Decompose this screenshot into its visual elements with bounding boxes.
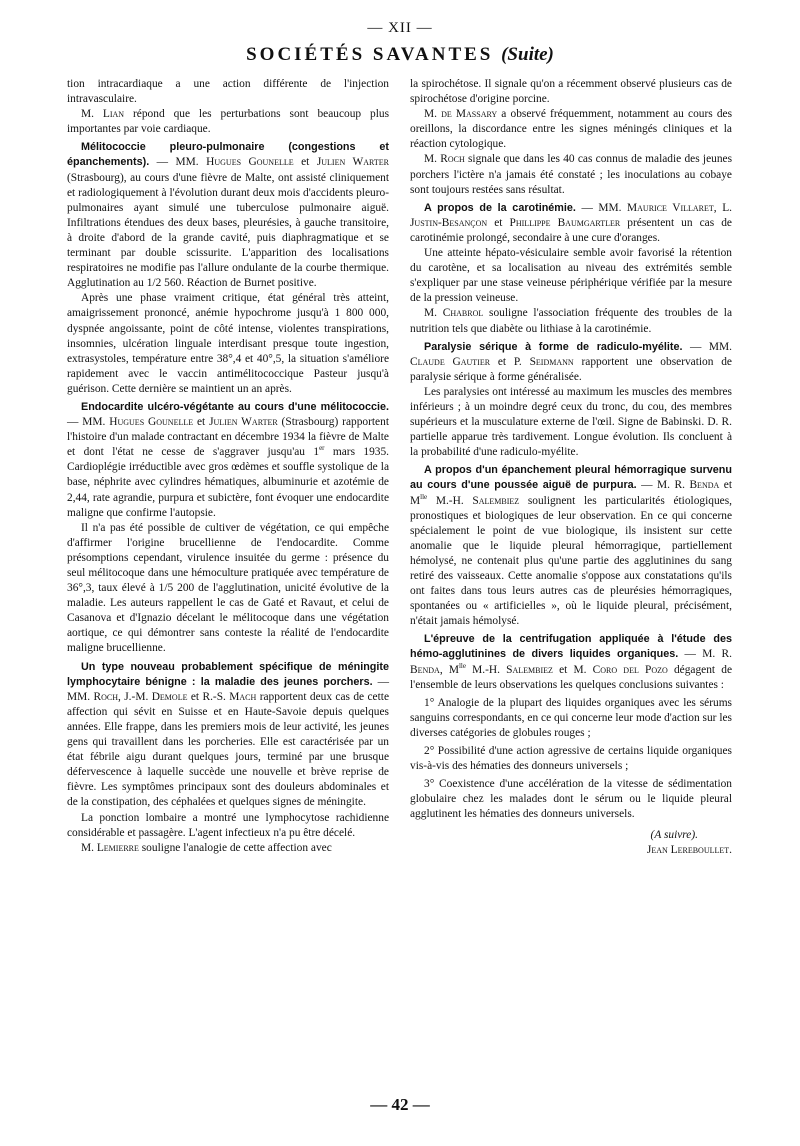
author-name: Hugues Gounelle [206, 156, 294, 169]
article-heading: Paralysie sérique à forme de radiculo-myélite. [424, 340, 683, 353]
right-column [410, 77, 732, 858]
author-name: Phillippe Baumgartler [509, 216, 621, 229]
paragraph: la spirochétose. Il signale qu'on a récemment observé plusieurs cas de spirochétose d'origine porcine. [410, 78, 732, 106]
paragraph: M. Roch signale que dans les 40 cas connus de maladie des jeunes porchers l'ictère n'a jamais été constaté ; les inoculations au cobaye sont toujours restées sans résultat. [410, 153, 733, 196]
to-be-continued: (A suivre). [650, 828, 698, 841]
paragraph: M. Lian répond que les perturbations sont beaucoup plus importantes par voie cardiaque. [67, 108, 389, 136]
author-name: R.-S. Mach [202, 690, 257, 703]
article-heading: A propos de la carotinémie. [424, 201, 576, 214]
conclusion-item: 3° Coexistence d'une accélération de la vitesse de sédimentation globulaire chez les malades dont le sérum ou le liquide pleural agglutinent les hématies des donneurs universels. [410, 778, 732, 821]
author-name: M.-H. Salembiez [435, 494, 520, 507]
paragraph: Paralysie sérique à forme de radiculo-myélite. — MM. Claude Gautier et P. Seidmann rapportent une observation de paralysie sérique à forme généralisée. [410, 340, 732, 383]
author-name: Chabrol [442, 307, 484, 320]
author-name: Claude Gautier [410, 355, 491, 368]
paragraph: Une atteinte hépato-vésiculaire semble avoir favorisé la rétention du carotène, et sa localisation au niveau des extrémités semble s'expliquer par une stase veineuse périphérique vérifiée par la mesure de la pression veineuse. [410, 247, 732, 305]
paragraph: Après une phase vraiment critique, état général très atteint, amaigrissement prononcé, anémie hypochrome jusqu'à 1 800 000, dyspnée angoissante, point de côté intense, violentes transpirations, insomnies, ulcération linguale interdisant presque toute ingestion, extrasystoles, température entre 38°,4 et 40°,5, la situation s'améliore rapidement avec le vaccin antimélitococcique Pasteur jusqu'à guérison. Cette dernière se maintient un an après. [67, 292, 389, 395]
author-name: Roch [440, 153, 465, 166]
article-heading: L'épreuve de la centrifugation appliquée à l'étude des hémo-agglutinines de divers liquides organiques. [410, 633, 732, 661]
author-name: L. Justin-Besançon [410, 201, 732, 229]
conclusion-item: 2° Possibilité d'une action agressive de certains liquide organiques vis-à-vis des hématies des donneurs universels ; [410, 745, 732, 773]
paragraph: Il n'a pas été possible de cultiver de végétation, ce qui empêche d'affirmer l'origine brucellienne de l'endocardite. Comme présomptions cependant, virulence insuitée du germe : présence du seul mélitocoque dans une hémoculture pratiquée avec température de 36°,3, taux élevé à 1/5 200 de l'agglutination, unicité évolutive de la maladie. Les auteurs rappellent le cas de Gaté et Ravaut, et celui de Casanova et d'Ignazio décelant le mélitocoque dans une végétation aortique, ce qui démontrer sans conteste la réalité de l'endocardite maligne brucellienne. [67, 521, 389, 655]
paragraph: La ponction lombaire a montré une lymphocytose rachidienne considérable et passagère. L'agent infectieux n'a pu être décelé. [67, 811, 389, 839]
author-name: Hugues Gounelle [109, 416, 194, 429]
paragraph: L'épreuve de la centrifugation appliquée à l'étude des hémo-agglutinines de divers liquides organiques. — M. R. Benda, $M^{lle}$ M.-H. Salembiez et M. Coro del Pozo dégagent de l'ensemble de leurs observations les quelques conclusions suivantes : [410, 633, 733, 691]
section-title: SOCIÉTÉS SAVANTES [246, 44, 494, 65]
signature-block [410, 828, 732, 858]
article-heading: Endocardite ulcéro-végétante au cours d'une mélitococcie. [81, 400, 389, 413]
author-name: Lemierre [96, 841, 139, 854]
article-heading: A propos d'un épanchement pleural hémorragique survenu au cours d'une poussée aiguë de purpura. [410, 464, 732, 492]
paragraph: M. de Massary a observé fréquemment, notamment au cours des oreillons, la discordance entre les signes méningés cliniques et la réaction cytologique. [410, 108, 733, 151]
author-name: Julien Warter [209, 416, 278, 429]
paragraph: Endocardite ulcéro-végétante au cours d'une mélitococcie. — MM. Hugues Gounelle et Julien Warter (Strasbourg) rapportent l'histoire d'un malade contractant en décembre 1934 la fièvre de Malte et dont l'état ne cesse de s'aggraver jusqu'au 1er mars 1935. Cardioplégie irréductible avec gros œdèmes et souffle systolique de la base, néphrite avec cylindres hématiques, albuminurie et azotémie de 2,44, rate agrandie, purpura et subictère, font évoquer une endocardite maligne que confirme l'autopsie. [67, 400, 390, 519]
section-title-suffix: (Suite) [501, 44, 554, 65]
paragraph: tion intracardiaque a une action différente de l'injection intravasculaire. [67, 78, 389, 106]
left-column [67, 77, 389, 856]
conclusion-item: 1° Analogie de la plupart des liquides organiques avec les sérums sanguins correspondants, en ce qui concerne leur mode d'action sur les diverses catégories de globules rouges ; [410, 696, 732, 739]
author-name: Lian [102, 108, 125, 121]
page-title [0, 44, 800, 66]
author-name: Julien Warter [316, 156, 390, 169]
author-name: Roch [93, 690, 118, 703]
paragraph: Mélitococcie pleuro-pulmonaire (congestions et épanchements). — MM. Hugues Gounelle et Julien Warter (Strasbourg), au cours d'une fièvre de Malte, ont assisté cliniquement et radiologiquement à l'évolution durant deux mois d'accidents pleuro-pulmonaires ayant simulé une tuberculose pulmonaire aiguë. Infiltrations étendues des deux bases, pleurésies, à gauche transitoire, à droite d'abord de la grande cavité, puis diaphragmatique et se terminant par double scissurite. L'apparition des localisations respiratoires ne modifie pas l'allure ondulante de la courbe thermique. Agglutination au 1/2 560. Réaction de Burnet positive. [67, 141, 390, 290]
author-name: J.-M. Demole [124, 690, 188, 703]
author-name: R. Benda [674, 479, 720, 492]
page-folio: — XII — [367, 20, 433, 36]
author-name: M.-H. Salembiez [472, 663, 553, 676]
paragraph: A propos d'un épanchement pleural hémorragique survenu au cours d'une poussée aiguë de purpura. — M. R. Benda et $M^{lle}$ M.-H. Salembiez soulignent les particularités étiologiques, pronostiques et biologiques de leur observation. En ce qui concerne spécialement le point de vue biologique, ils insistent sur cette anomalie que le liquide pleural hémorragique, partiellement hémolysé, ne contenait plus qu'une partie des agglutinines du sang retiré des vaisseaux. Cette anomalie s'oppose aux constatations qu'ils ont faites dans tous leurs autres cas de pleurésies hémorragiques, spontanées ou « artificielles », où le liquide pleural, précisément, n'était jamais hémolysé. [410, 464, 732, 628]
author-name: Coro del Pozo [592, 663, 668, 676]
author-name: Maurice Villaret [627, 201, 714, 214]
article-heading: Un type nouveau probablement spécifique de méningite lymphocytaire bénigne : la maladie des jeunes porchers. [67, 660, 389, 688]
author-name: de Massary [441, 108, 498, 121]
paragraph: Les paralysies ont intéressé au maximum les muscles des membres inférieurs ; à un moindre degré ceux du tronc, du cou, des membres supérieurs et la musculature externe de l'œil. Signe de Babinski. D. R. partielle apparue très tardivement. Longue évolution. Ils concluent à la probabilité d'une radiculo-myélite. [410, 385, 732, 459]
paragraph: Un type nouveau probablement spécifique de méningite lymphocytaire bénigne : la maladie des jeunes porchers. — MM. Roch, J.-M. Demole et R.-S. Mach rapportent deux cas de cette affection qui sévit en Suisse et en Haute-Savoie depuis quelques années. Elle frappe, dans les premiers mois de leur activité, les jeunes gens qui travaillent dans les porcheries. Elle est caractérisée par un état fébrile aigu durant quelques jours, terminé par une brusque défervescence à laquelle succède une nouvelle et brève reprise de fièvre. Les symptômes principaux sont des douleurs abdominales et de la constipation, des céphalées et quelques signes de méningite. [67, 660, 389, 809]
author-name: P. Seidmann [513, 355, 574, 368]
author-name: R. Benda [410, 648, 732, 676]
paragraph: A propos de la carotinémie. — MM. Maurice Villaret, L. Justin-Besançon et Phillippe Baumgartler présentent un cas de carotinémie prolongé, secondaire à une cure d'oranges. [410, 201, 732, 244]
article-heading: Mélitococcie pleuro-pulmonaire (congestions et épanchements). [67, 141, 389, 169]
page-number: — 42 — [370, 1095, 430, 1114]
signature-author: Jean Lereboullet. [646, 843, 732, 856]
paragraph: M. Chabrol souligne l'association fréquente des troubles de la nutrition tels que diabète ou lithiase à la carotinémie. [410, 307, 733, 335]
paragraph: M. Lemierre souligne l'analogie de cette affection avec [81, 841, 332, 854]
